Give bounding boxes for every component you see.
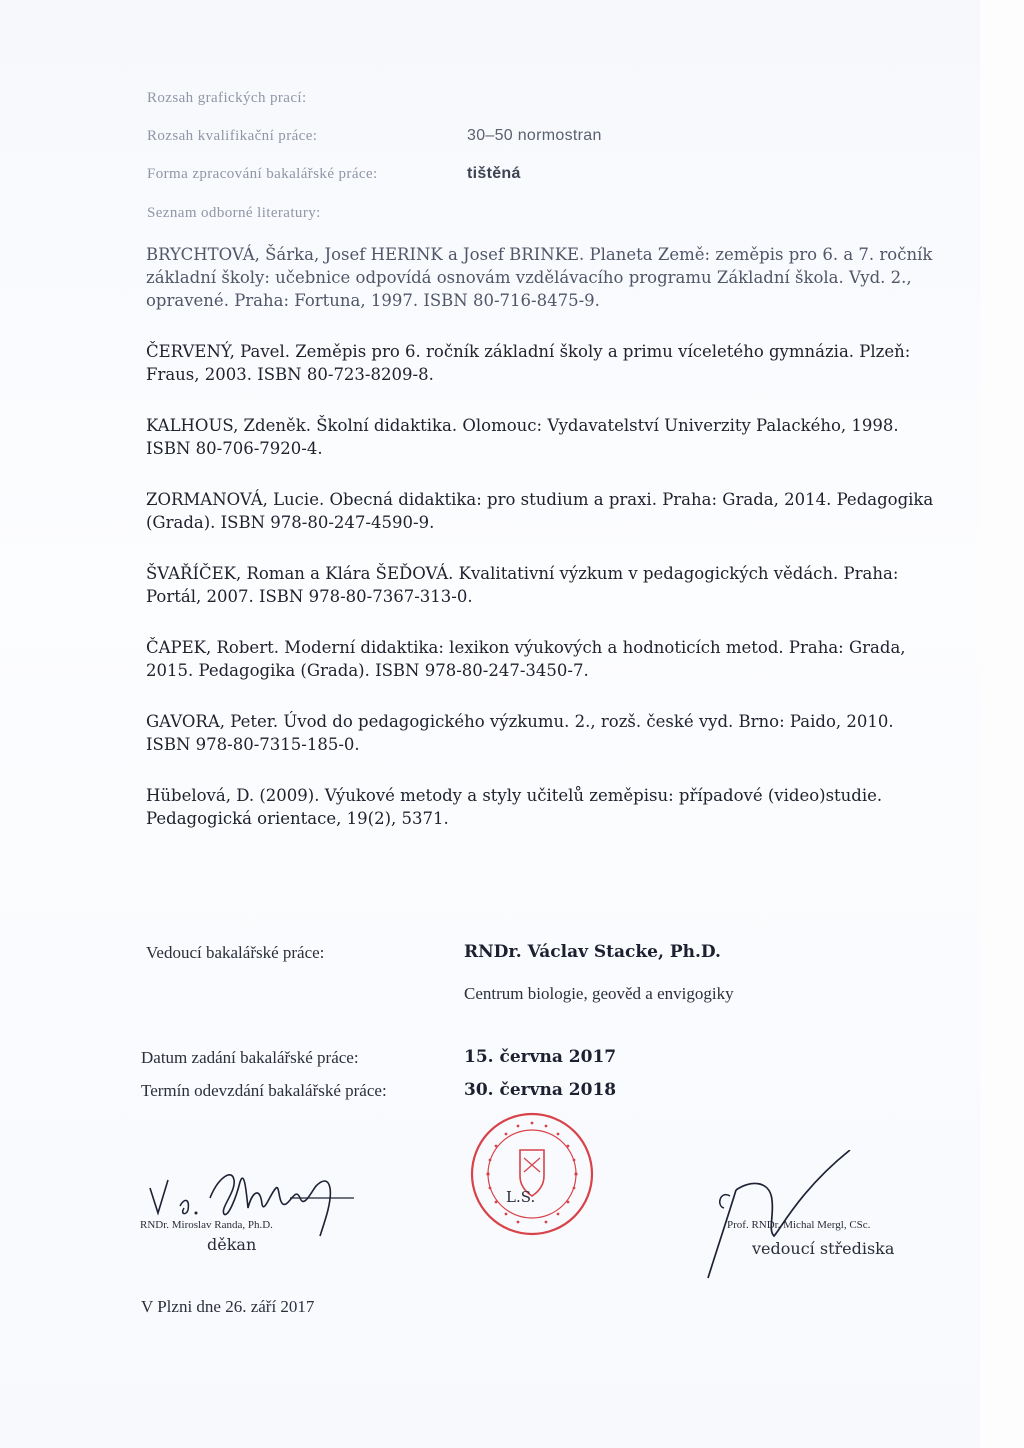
reference-item: KALHOUS, Zdeněk. Školní didaktika. Olomouc: Vydavatelství Univerzity Palackého, 1998. ISBN 80-706-7920-4. [146, 416, 899, 458]
head-signature [690, 1150, 860, 1280]
head-role: vedoucí střediska [752, 1239, 895, 1258]
reference-item: ŠVAŘÍČEK, Roman a Klára ŠEĎOVÁ. Kvalitativní výzkum v pedagogických vědách. Praha: Portál, 2007. ISBN 978-80-7367-313-0. [146, 564, 899, 606]
deadline-value: 30. června 2018 [464, 1080, 617, 1100]
seal-ls-text: L.S. [506, 1188, 536, 1206]
assigned-date-value: 15. června 2017 [464, 1047, 617, 1067]
scan-edge [980, 0, 1024, 1448]
reference-item: BRYCHTOVÁ, Šárka, Josef HERINK a Josef BRINKE. Planeta Země: zeměpis pro 6. a 7. ročník základní školy: učebnice odpovídá osnovám vzdělávacího programu Základní škola. Vyd. 2., opravené. Praha: Fortuna, 1997. ISBN 80-716-8475-9. [146, 245, 933, 310]
place-date: V Plzni dne 26. září 2017 [141, 1297, 315, 1316]
supervisor-name: RNDr. Václav Stacke, Ph.D. [464, 942, 721, 962]
supervisor-label: Vedoucí bakalářské práce: [146, 943, 325, 962]
reference-list [146, 243, 936, 858]
reference-item: ZORMANOVÁ, Lucie. Obecná didaktika: pro studium a praxi. Praha: Grada, 2014. Pedagogika (Grada). ISBN 978-80-247-4590-9. [146, 490, 934, 532]
deadline-label: Termín odevzdání bakalářské práce: [141, 1081, 387, 1100]
dean-role: děkan [207, 1235, 257, 1254]
literature-label: Seznam odborné literatury: [147, 205, 321, 221]
reference-item: ČERVENÝ, Pavel. Zeměpis pro 6. ročník základní školy a primu víceletého gymnázia. Plzeň: Fraus, 2003. ISBN 80-723-8209-8. [146, 342, 911, 384]
assigned-date-label: Datum zadání bakalářské práce: [141, 1048, 359, 1067]
dean-name: RNDr. Miroslav Randa, Ph.D. [140, 1219, 273, 1231]
thesis-scope-label: Rozsah kvalifikační práce: [147, 128, 318, 144]
head-name: Prof. RNDr. Michal Mergl, CSc. [727, 1219, 871, 1231]
thesis-scope-value: 30–50 normostran [467, 127, 602, 144]
reference-item: ČAPEK, Robert. Moderní didaktika: lexikon výukových a hodnoticích metod. Praha: Grada, 2015. Pedagogika (Grada). ISBN 978-80-247-3450-7. [146, 638, 906, 680]
form-label: Forma zpracování bakalářské práce: [147, 166, 378, 182]
form-value: tištěná [467, 165, 521, 182]
reference-item: GAVORA, Peter. Úvod do pedagogického výzkumu. 2., rozš. české vyd. Brno: Paido, 2010. ISBN 978-80-7315-185-0. [146, 712, 894, 754]
reference-item: Hübelová, D. (2009). Výukové metody a styly učitelů zeměpisu: případové (video)studie. Pedagogická orientace, 19(2), 5371. [146, 786, 883, 828]
supervisor-department: Centrum biologie, geověd a envigogiky [464, 984, 734, 1003]
university-seal-icon [468, 1110, 596, 1238]
graphic-scope-label: Rozsah grafických prací: [147, 90, 307, 106]
